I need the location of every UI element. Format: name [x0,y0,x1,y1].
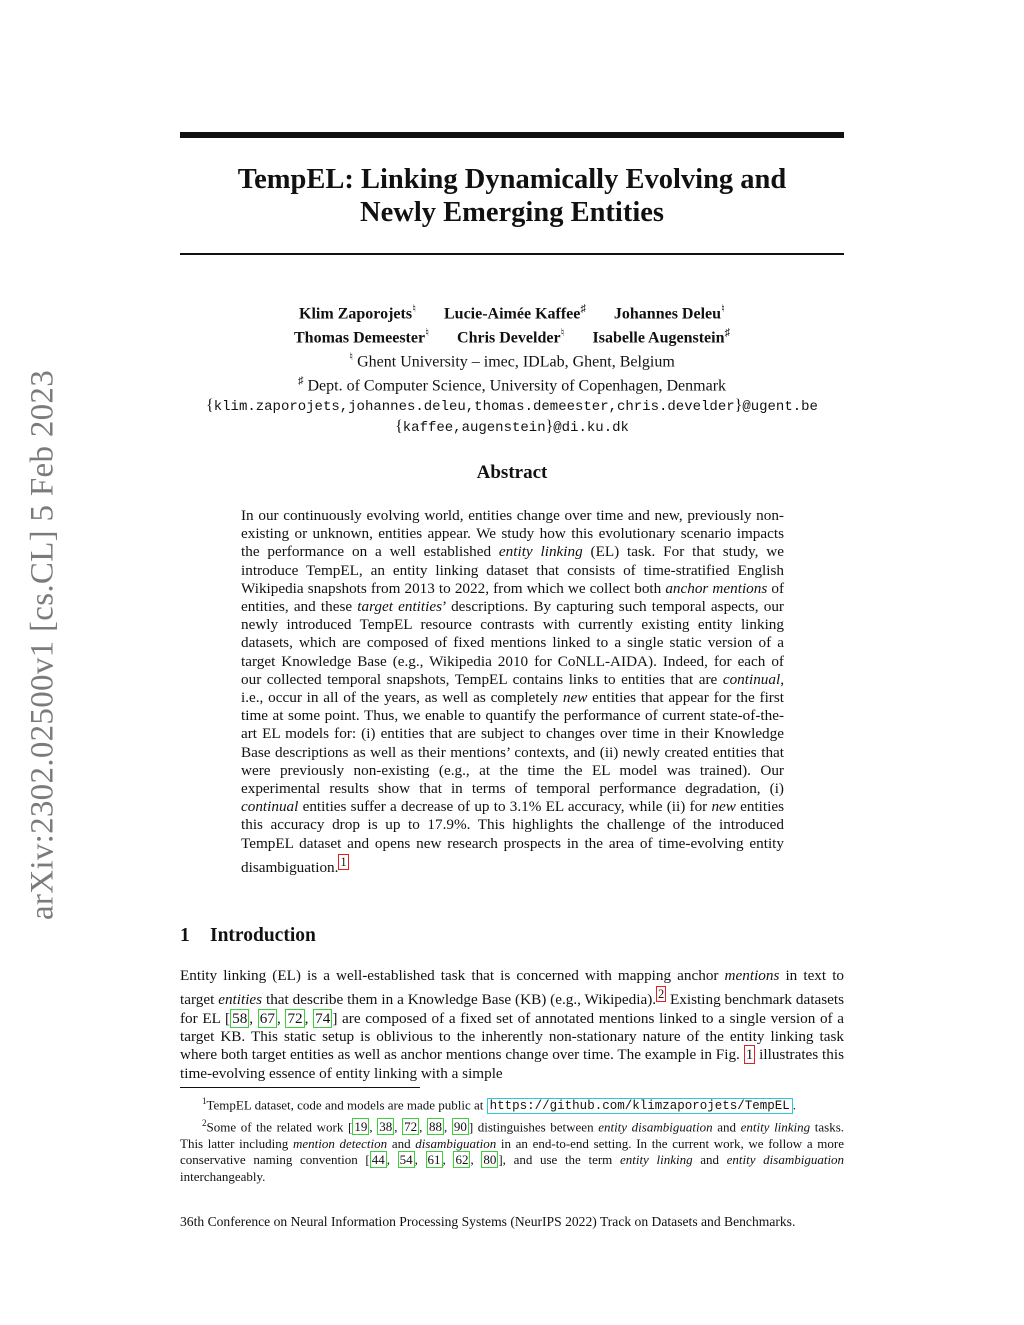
citation-link[interactable]: 72 [404,1119,418,1135]
author-row-1 [180,300,844,324]
title-line-1: TempEL: Linking Dynamically Evolving and [237,164,787,195]
footnote-ref-1[interactable]: 1 [340,854,347,869]
citation-link[interactable]: 44 [371,1152,385,1168]
footnote-rule [180,1087,420,1088]
arxiv-id: arXiv:2302.02500v1 [cs.CL] 5 Feb 2023 [24,369,61,921]
footnote-ref-2[interactable]: 2 [658,987,665,1002]
footnotes [180,1093,844,1186]
citation-link[interactable]: 61 [427,1152,441,1168]
author: Johannes Deleu♮ [613,303,725,323]
author: Klim Zaporojets♮ [299,303,416,323]
citation-link[interactable]: 90 [453,1119,467,1135]
citation-link[interactable]: 74 [315,1009,331,1027]
conference-note: 36th Conference on Neural Information Processing Systems (NeurIPS 2022) Track on Datasets and Benchmarks. [180,1214,796,1229]
citation-link[interactable]: 38 [379,1119,393,1135]
title-top-rule [180,132,844,138]
author-block [180,300,844,439]
affiliation-ghent: ♮ Ghent University – imec, IDLab, Ghent, Belgium [349,350,675,371]
section-heading-introduction: 1 Introduction [180,925,316,946]
introduction-text: Entity linking (EL) is a well-established task that is concerned with mapping anchor mentions in text to target entities that describe them in a Knowledge Base (KB) (e.g., Wikipedia). $^2$ Existing benchmark datasets for EL [ 58 , 67 , 72 , 74 ] are composed of a fixed set of annotated mentions linked to a single version of a target KB. This static setup is oblivious to the inherently non-stationary nature of the entity linking task where both target entities as well as anchor mentions change over time. The example in Fig. 1 illustrates this time-evolving essence of entity linking with a simple [180,967,845,1082]
author: Isabelle Augenstein♯ [592,326,730,347]
title-bottom-rule [180,253,844,255]
author: Chris Develder♮ [457,326,565,347]
author-row-2 [180,324,844,348]
affiliation-copenhagen: ♯ Dept. of Computer Science, University of Copenhagen, Denmark [297,374,727,395]
footnote-1: $^1$TempEL dataset, code and models are made public at https://github.com/klimzaporojets/TempEL . [202,1096,796,1114]
citation-link[interactable]: 62 [455,1152,469,1168]
paper-title [180,163,844,229]
figure-ref[interactable]: 1 [745,1046,754,1064]
abstract-text: In our continuously evolving world, entities change over time and new, previously non-existing or unknown, entities appear. We study how this evolutionary scenario impacts the performance on a well established entity linking (EL) task. For that study, we introduce TempEL, an entity linking dataset that consists of time-stratified English Wikipedia snapshots from 2013 to 2022, from which we collect both anchor mentions of entities, and these target entities’ descriptions. By capturing such temporal aspects, our newly introduced TempEL resource contrasts with currently existing entity linking datasets, which are composed of fixed mentions linked to a single static version of a target Knowledge Base (e.g., Wikipedia 2010 for CoNLL-AIDA). Indeed, for each of our collected temporal snapshots, TempEL contains links to entities that are continual, i.e., occur in all of the years, as well as completely new entities that appear for the first time at some point. Thus, we enable to quantify the performance of current state-of-the-art EL models for: (i) entities that are subject to changes over time in their Knowledge Base descriptions as well as their mentions’ contexts, and (ii) newly created entities that were previously non-existing (e.g., at the time the EL model was trained). Our experimental results show that in terms of temporal performance degradation, (i) continual entities suffer a decrease of up to 3.1% EL accuracy, while (ii) for new entities this accuracy drop is up to 17.9%. This highlights the challenge of the introduced TempEL dataset and opens new research prospects in the area of time-evolving entity disambiguation. $^1$ [241,507,784,876]
title-line-2: Newly Emerging Entities [360,197,664,228]
abstract-heading: Abstract [476,462,548,483]
citation-link[interactable]: 72 [287,1009,303,1027]
citation-link[interactable]: 80 [483,1152,497,1168]
citation-link[interactable]: 88 [428,1119,442,1135]
github-url-link[interactable]: https://github.com/klimzaporojets/TempEL [487,1098,793,1114]
email-ugent: {klim.zaporojets,johannes.deleu,thomas.demeester,chris.develder}@ugent.be [206,396,818,415]
citation-link[interactable]: 58 [232,1009,248,1027]
author: Thomas Demeester♮ [294,326,430,347]
email-ku: {kaffee,augenstein}@di.ku.dk [395,418,629,437]
citation-link[interactable]: 67 [259,1009,275,1027]
citation-link[interactable]: 54 [399,1152,413,1168]
arxiv-sidebar [18,360,68,930]
citation-link[interactable]: 19 [354,1119,368,1135]
footnote-2: $^2$Some of the related work [ 19 , 38 , 72 , 88 , 90 ] distinguishes between entity disambiguation and entity linking tasks. This latter including mention detection and disambiguation in an end-to-end setting. In the current work, we follow a more conservative naming convention [ 44 , 54 , 61 , 62 , 80 ], and use the term entity linking and entity disambiguation interchangeably. [180,1117,845,1185]
author: Lucie-Aimée Kaffee♯ [444,303,586,323]
